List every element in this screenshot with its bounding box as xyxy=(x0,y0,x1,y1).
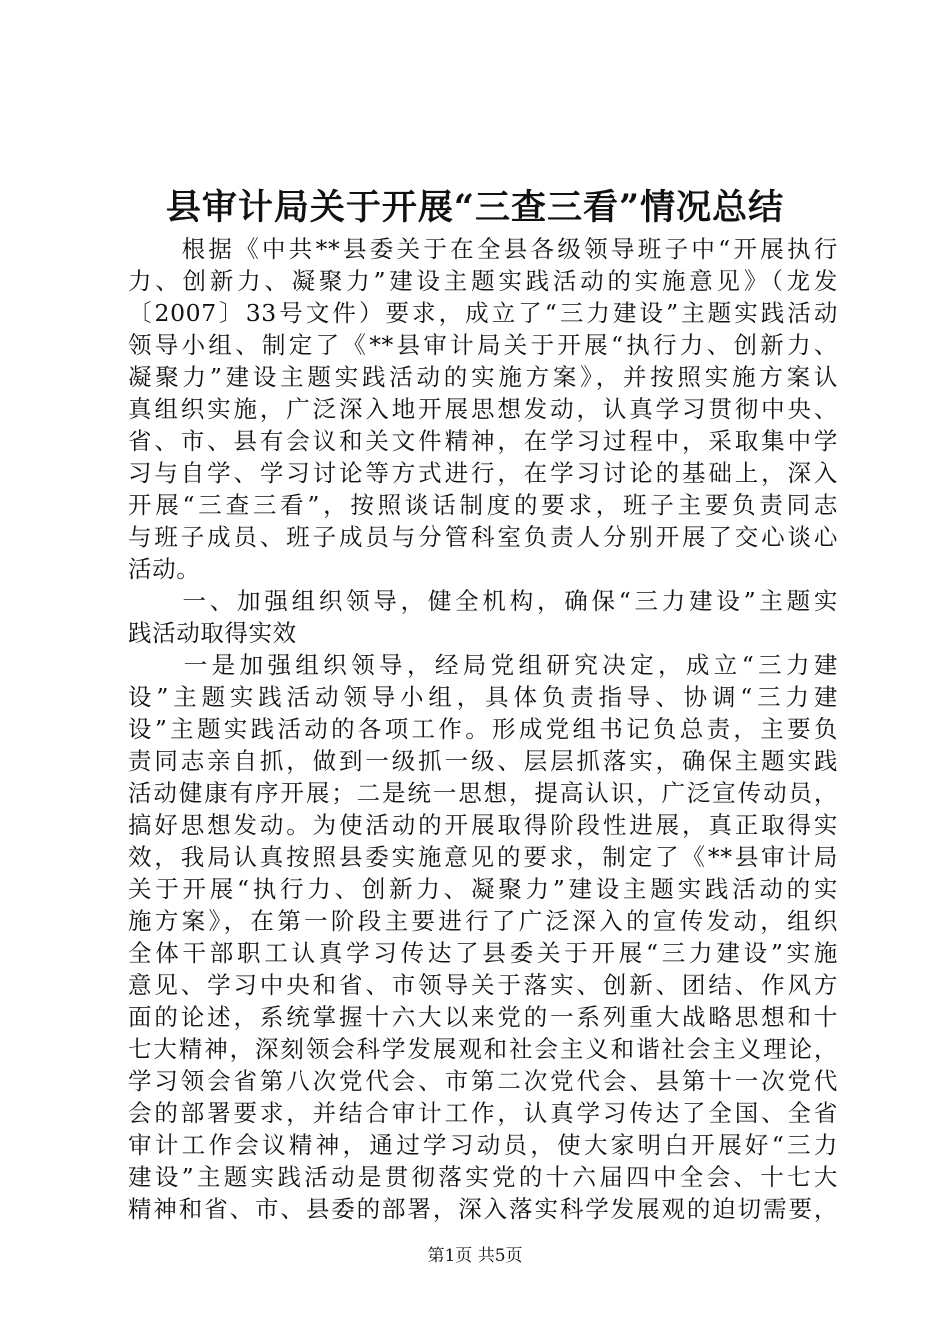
document-body xyxy=(128,233,838,1225)
text-line: 真组织实施，广泛深入地开展思想发动，认真学习贯彻中央、 xyxy=(128,395,838,423)
text-line: 设”主题实践活动领导小组，具体负责指导、协调“三力建 xyxy=(128,683,838,711)
text-line: 审计工作会议精神，通过学习动员，使大家明白开展好“三力 xyxy=(128,1131,838,1159)
text-line: 省、市、县有会议和关文件精神，在学习过程中，采取集中学 xyxy=(128,427,838,455)
text-line: 活动。 xyxy=(128,555,201,583)
text-line: 一是加强组织领导，经局党组研究决定，成立“三力建 xyxy=(128,651,838,679)
text-line: 面的论述，系统掌握十六大以来党的一系列重大战略思想和十 xyxy=(128,1003,838,1031)
page-footer: 第1页 共5页 xyxy=(427,1246,523,1266)
text-line: 会的部署要求，并结合审计工作，认真学习传达了全国、全省 xyxy=(128,1099,838,1127)
text-line: 效，我局认真按照县委实施意见的要求，制定了《**县审计局 xyxy=(128,843,838,871)
text-line: 精神和省、市、县委的部署，深入落实科学发展观的迫切需要， xyxy=(128,1195,838,1223)
text-line: 责同志亲自抓，做到一级抓一级、层层抓落实，确保主题实践 xyxy=(128,747,838,775)
text-line: 根据《中共**县委关于在全县各级领导班子中“开展执行 xyxy=(128,235,838,263)
document-title: 县审计局关于开展“三查三看”情况总结 xyxy=(165,187,785,228)
text-line: 关于开展“执行力、创新力、凝聚力”建设主题实践活动的实 xyxy=(128,875,838,903)
text-line: 一、加强组织领导，健全机构，确保“三力建设”主题实 xyxy=(128,587,838,615)
text-line: 〔2007〕33号文件）要求，成立了“三力建设”主题实践活动 xyxy=(128,299,838,327)
text-line: 活动健康有序开展；二是统一思想，提高认识，广泛宣传动员， xyxy=(128,779,838,807)
text-line: 七大精神，深刻领会科学发展观和社会主义和谐社会主义理论， xyxy=(128,1035,838,1063)
text-line: 施方案》，在第一阶段主要进行了广泛深入的宣传发动，组织 xyxy=(128,907,838,935)
text-line: 学习领会省第八次党代会、市第二次党代会、县第十一次党代 xyxy=(128,1067,838,1095)
text-line: 领导小组、制定了《**县审计局关于开展“执行力、创新力、 xyxy=(128,331,838,359)
text-line: 践活动取得实效 xyxy=(128,619,297,647)
text-line: 凝聚力”建设主题实践活动的实施方案》，并按照实施方案认 xyxy=(128,363,838,391)
text-line: 习与自学、学习讨论等方式进行，在学习讨论的基础上，深入 xyxy=(128,459,838,487)
text-line: 开展“三查三看”，按照谈话制度的要求，班子主要负责同志 xyxy=(128,491,838,519)
text-line: 设”主题实践活动的各项工作。形成党组书记负总责，主要负 xyxy=(128,715,838,743)
text-line: 力、创新力、凝聚力”建设主题实践活动的实施意见》（龙发 xyxy=(128,267,838,295)
text-line: 意见、学习中央和省、市领导关于落实、创新、团结、作风方 xyxy=(128,971,838,999)
text-line: 建设”主题实践活动是贯彻落实党的十六届四中全会、十七大 xyxy=(128,1163,838,1191)
text-line: 与班子成员、班子成员与分管科室负责人分别开展了交心谈心 xyxy=(128,523,838,551)
text-line: 搞好思想发动。为使活动的开展取得阶段性进展，真正取得实 xyxy=(128,811,838,839)
text-line: 全体干部职工认真学习传达了县委关于开展“三力建设”实施 xyxy=(128,939,838,967)
